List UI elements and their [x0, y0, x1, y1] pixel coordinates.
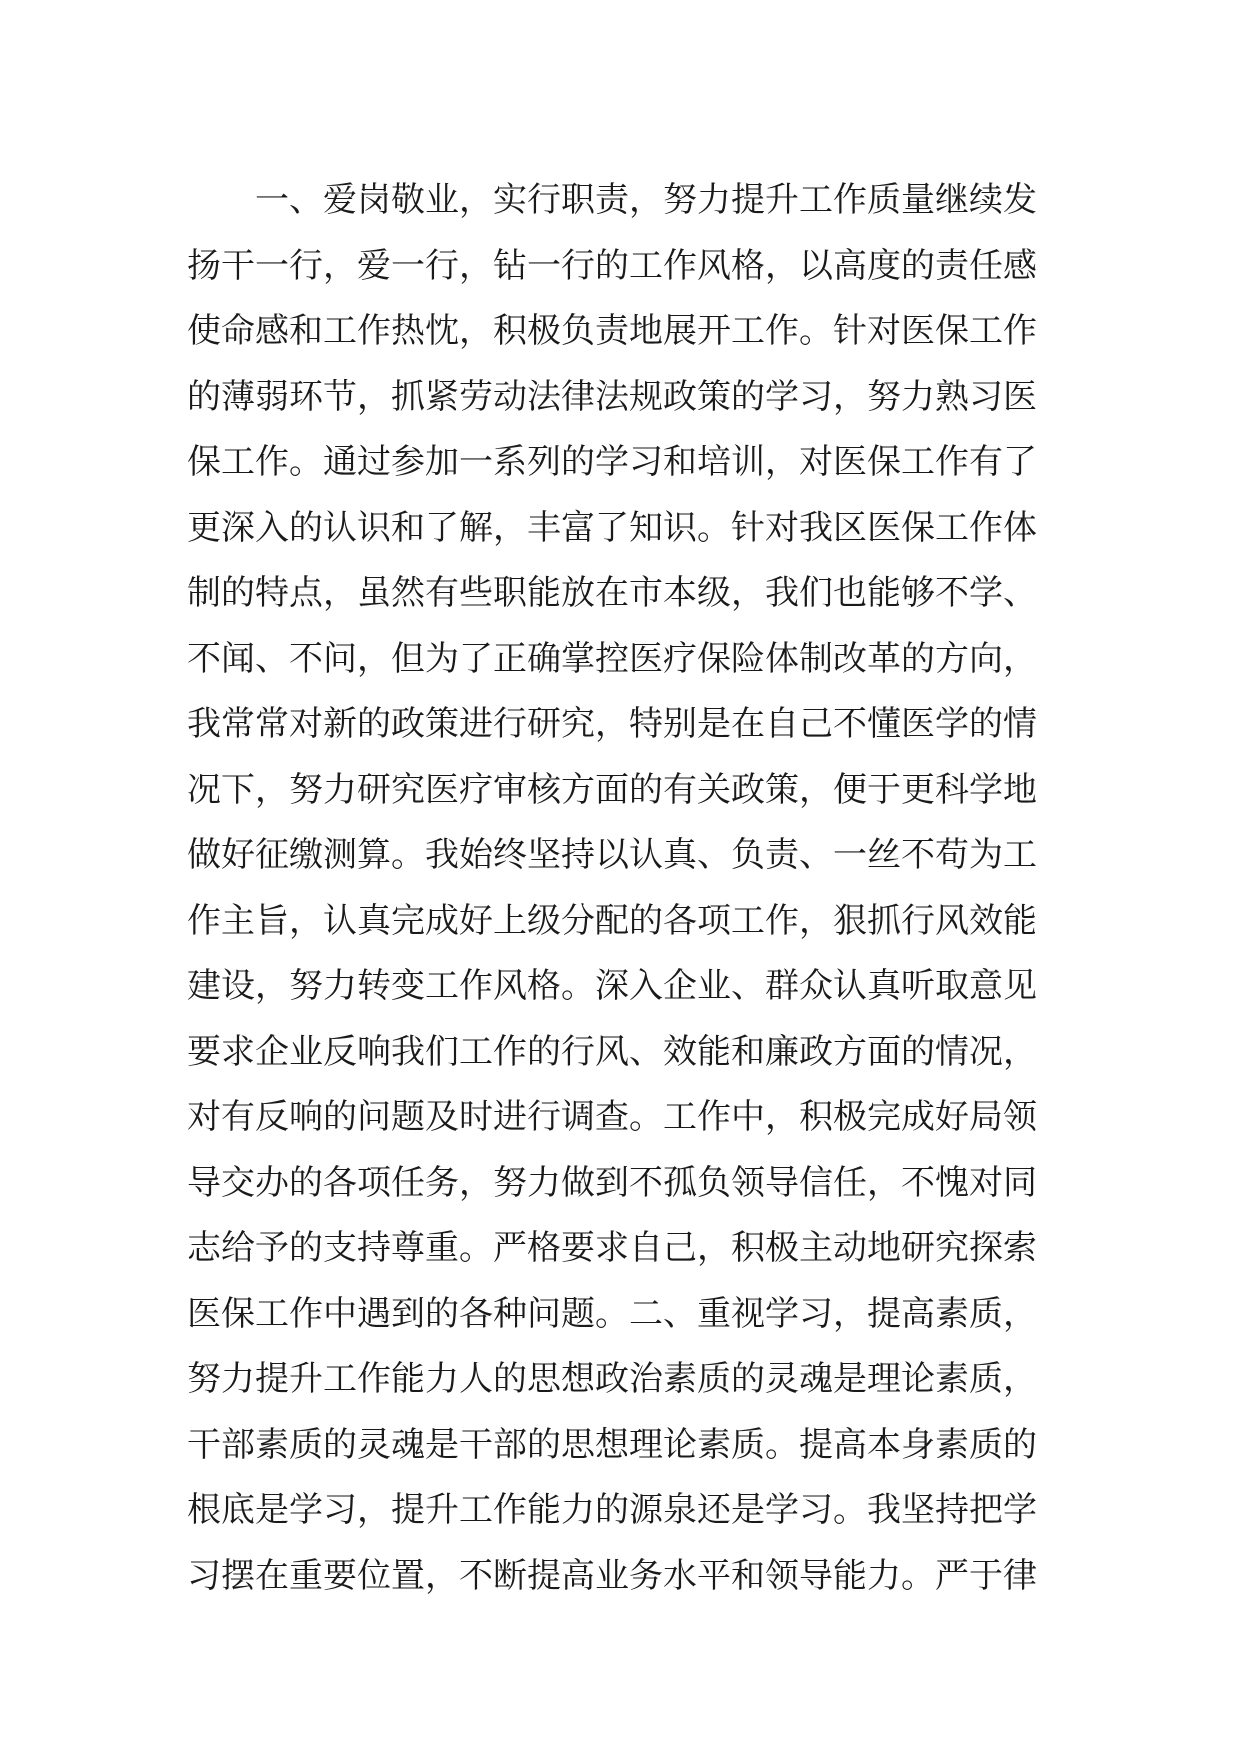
text-line: 对有反响的问题及时进行调查。工作中，积极完成好局领: [187, 1097, 1037, 1137]
text-line: 做好征缴测算。我始终坚持以认真、负责、一丝不苟为工: [187, 835, 1037, 875]
text-line: 根底是学习，提升工作能力的源泉还是学习。我坚持把学: [187, 1490, 1037, 1530]
text-line: 扬干一行，爱一行，钻一行的工作风格，以高度的责任感: [187, 245, 1037, 286]
body-paragraph: [187, 168, 1057, 1609]
text-line: 的薄弱环节，抓紧劳动法律法规政策的学习，努力熟习医: [187, 376, 1037, 417]
text-line: 努力提升工作能力人的思想政治素质的灵魂是理论素质，: [187, 1359, 1037, 1399]
text-line: 医保工作中遇到的各种问题。二、重视学习，提高素质，: [187, 1293, 1037, 1334]
text-line: 建设，努力转变工作风格。深入企业、群众认真听取意见: [187, 966, 1037, 1006]
text-line: 不闻、不问，但为了正确掌控医疗保险体制改革的方向，: [187, 638, 1037, 679]
text-line: 更深入的认识和了解，丰富了知识。针对我区医保工作体: [187, 507, 1037, 548]
text-line: 使命感和工作热忱，积极负责地展开工作。针对医保工作: [187, 311, 1037, 351]
text-line: 志给予的支持尊重。严格要求自己，积极主动地研究探索: [187, 1228, 1037, 1268]
text-line: 保工作。通过参加一系列的学习和培训，对医保工作有了: [187, 442, 1037, 482]
text-line: 制的特点，虽然有些职能放在市本级，我们也能够不学、: [187, 573, 1037, 613]
text-line: 要求企业反响我们工作的行风、效能和廉政方面的情况，: [187, 1031, 1037, 1072]
text-line: 一、爱岗敬业，实行职责，努力提升工作质量继续发: [255, 180, 1037, 220]
text-line: 导交办的各项任务，努力做到不孤负领导信任，不愧对同: [187, 1162, 1037, 1203]
text-line: 习摆在重要位置，不断提高业务水平和领导能力。严于律: [187, 1555, 1037, 1596]
text-line: 况下，努力研究医疗审核方面的有关政策，便于更科学地: [187, 769, 1037, 810]
text-line: 干部素质的灵魂是干部的思想理论素质。提高本身素质的: [187, 1424, 1037, 1465]
text-line: 作主旨，认真完成好上级分配的各项工作，狠抓行风效能: [187, 900, 1037, 941]
text-line: 我常常对新的政策进行研究，特别是在自己不懂医学的情: [187, 704, 1037, 744]
